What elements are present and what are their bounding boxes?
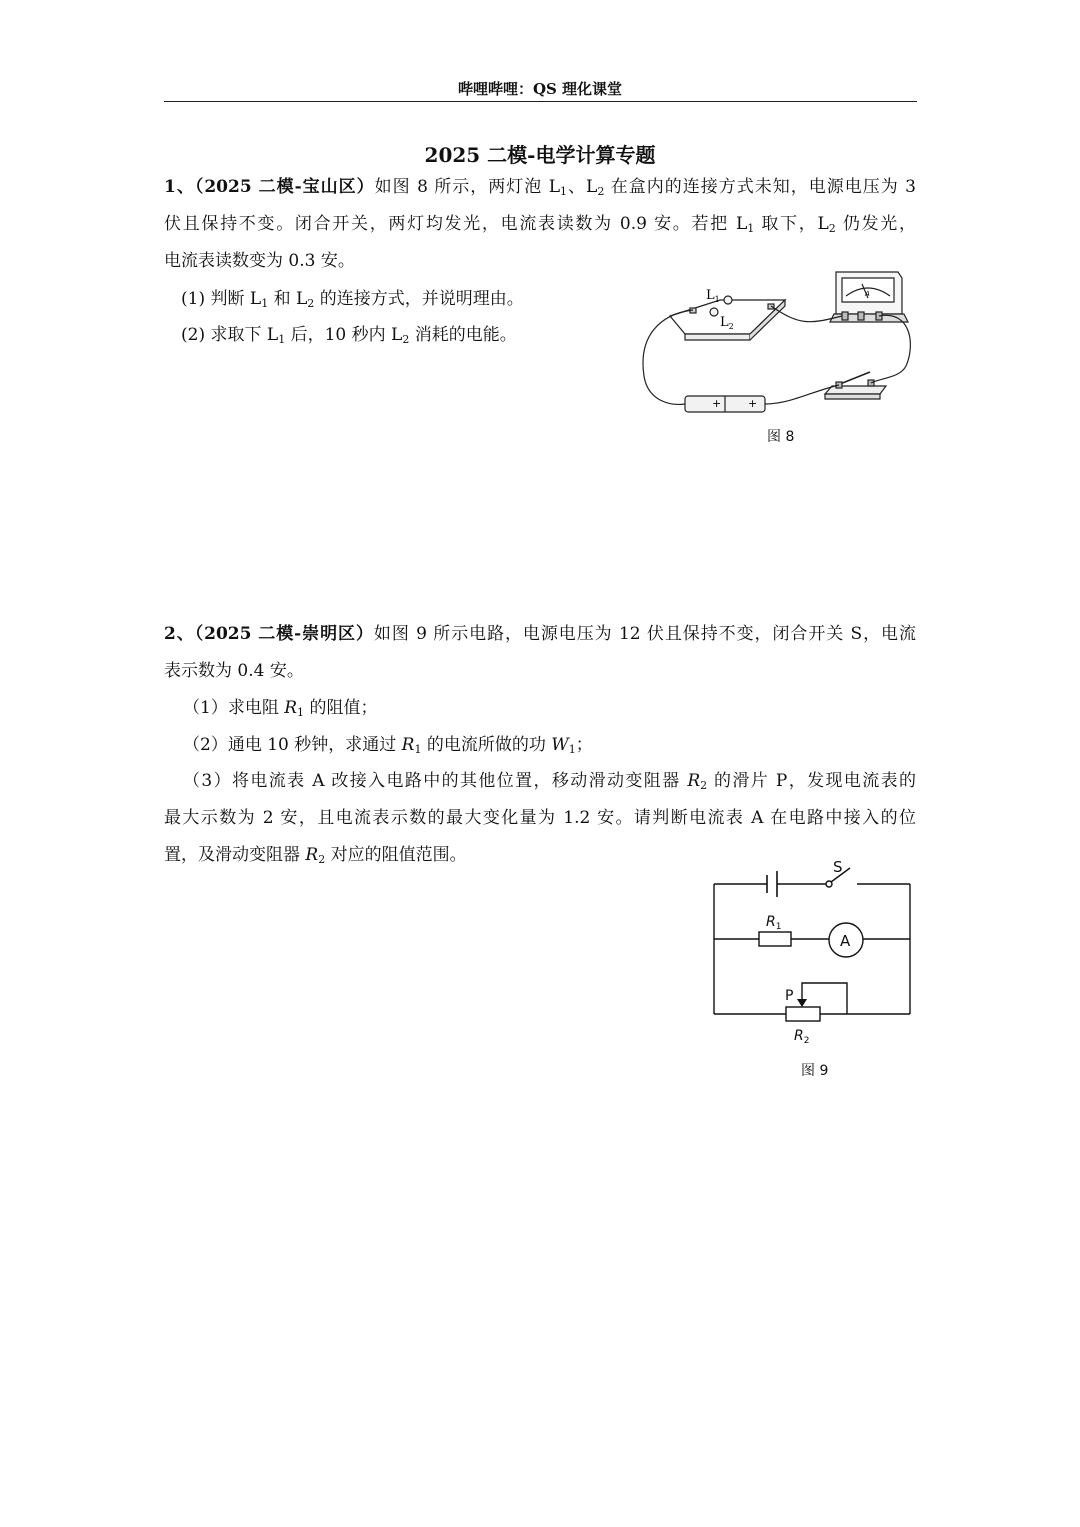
q2-part-3-line-2: 最大示数为 2 安，且电流表示数的最大变化量为 1.2 安。请判断电流表 A 在电路中接入的位 — [164, 808, 916, 828]
lamp1-label: $L_1$ — [706, 288, 720, 304]
slider-arrow-icon — [797, 999, 807, 1007]
q1-line-2: 伏且保持不变。闭合开关，两灯均发光，电流表读数为 0.9 安。若把 $L_1$ 取下，$L_2$ 仍发光， — [164, 214, 916, 235]
q2-line-2: 表示数为 0.4 安。 — [164, 661, 304, 681]
bulb-l2-icon — [710, 308, 718, 316]
switch-base — [825, 386, 886, 394]
page-title: 2025 二模-电学计算专题 — [424, 143, 656, 167]
figure-9-circuit-diagram — [705, 855, 920, 1050]
q1-line-3: 电流表读数变为 0.3 安。 — [164, 251, 355, 271]
bulb-l1-icon — [724, 296, 732, 304]
ammeter-label: A — [865, 290, 870, 298]
page-header: 哔哩哔哩：QS 理化课堂 — [457, 80, 623, 98]
q1-source: （2025 二模-宝山区） — [194, 177, 375, 197]
lamp2-label: $L_2$ — [720, 315, 734, 331]
battery-plus-label-1: + — [712, 397, 722, 410]
q2-part-2: （2）通电 10 秒钟，求通过 $R_1$ 的电流所做的功 $W_1$； — [183, 735, 593, 756]
figure-9-caption: 图 9 — [801, 1063, 829, 1079]
resistor-r1 — [759, 932, 791, 946]
q2-part-1: （1）求电阻 $R_1$ 的阻值； — [183, 698, 378, 719]
q2-line-1: 2、（2025 二模-崇明区）如图 9 所示电路，电源电压为 12 伏且保持不变，闭合开关 S，电流 — [164, 624, 916, 644]
q1-part-1: (1) 判断 $L_1$ 和 $L_2$ 的连接方式，并说明理由。 — [181, 289, 524, 310]
slider-label: P — [785, 988, 794, 1004]
q1-line-1: 1、（2025 二模-宝山区）如图 8 所示，两灯泡 $L_1$、$L_2$ 在盒内的连接方式未知，电源电压为 3 — [164, 177, 916, 198]
q2-number: 2、 — [164, 624, 195, 644]
wire-right — [871, 315, 910, 383]
r2-label: $R_2$ — [794, 1028, 810, 1046]
q2-part-3-line-3: 置，及滑动变阻器 $R_2$ 对应的阻值范围。 — [164, 845, 467, 866]
q1-part-2: (2) 求取下 $L_1$ 后，10 秒内 $L_2$ 消耗的电能。 — [181, 325, 517, 346]
q2-part-3-line-1: （3）将电流表 A 改接入电路中的其他位置，移动滑动变阻器 $R_2$ 的滑片 P，发现电流表的 — [183, 771, 916, 792]
r1-label: $R_1$ — [766, 914, 782, 932]
q1-number: 1、 — [164, 177, 195, 197]
q2-source: （2025 二模-崇明区） — [194, 624, 374, 644]
rheostat-r2 — [786, 1007, 820, 1021]
ammeter-label: A — [840, 932, 851, 950]
header-rule — [164, 101, 917, 102]
switch-label: S — [833, 858, 843, 876]
figure-8-caption: 图 8 — [767, 429, 795, 445]
figure-8-circuit-illustration — [640, 266, 915, 424]
battery-plus-label-2: + — [748, 397, 758, 410]
switch-lever — [840, 372, 870, 384]
